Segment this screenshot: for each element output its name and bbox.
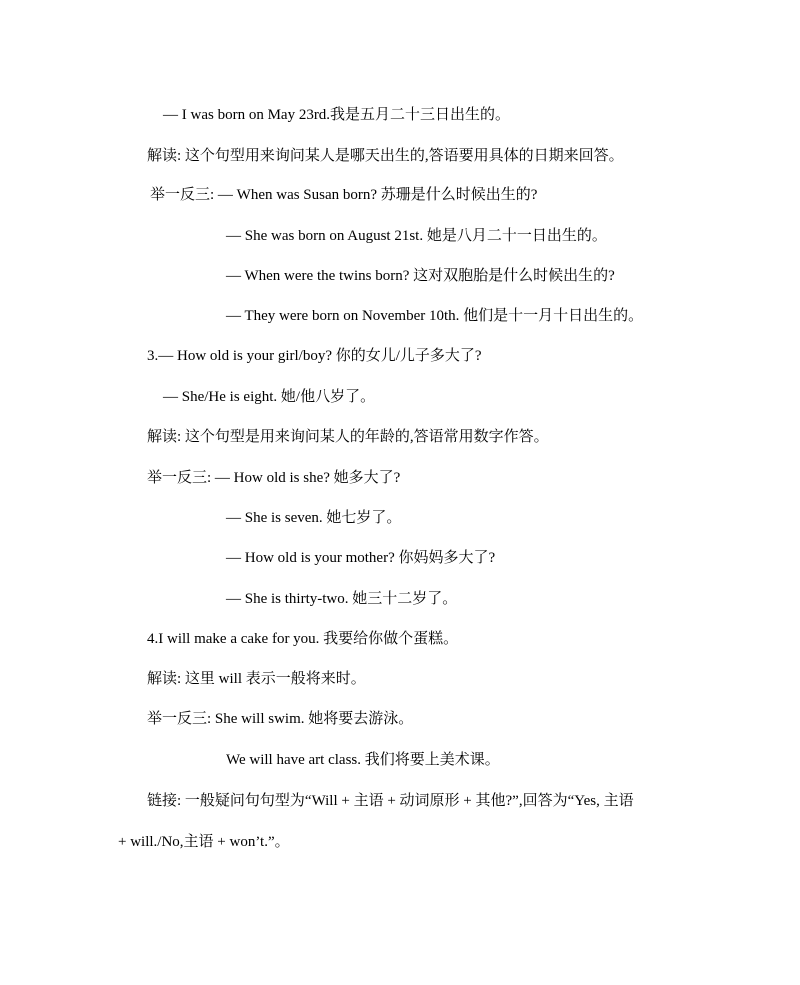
example-answer-line: — I was born on May 23rd.我是五月二十三日出生的。: [163, 107, 511, 123]
explanation-line: 解读: 这个句型用来询问某人是哪天出生的,答语要用具体的日期来回答。: [147, 148, 624, 164]
practice-answer-line: — They were born on November 10th. 他们是十一月十日出生的。: [226, 308, 644, 324]
practice-line: 举一反三: — How old is she? 她多大了?: [147, 470, 401, 486]
explanation-line: 解读: 这里 will 表示一般将来时。: [147, 671, 366, 687]
example-answer-line: — She/He is eight. 她/他八岁了。: [163, 389, 376, 405]
sentence-pattern-4: 4.I will make a cake for you. 我要给你做个蛋糕。: [147, 631, 459, 647]
explanation-line: 解读: 这个句型是用来询问某人的年龄的,答语常用数字作答。: [147, 429, 549, 445]
practice-line: 举一反三: She will swim. 她将要去游泳。: [147, 711, 414, 727]
link-note-continuation-line: + will./No,主语 + won’t.”。: [118, 834, 290, 850]
link-note-line: 链接: 一般疑问句句型为“Will + 主语 + 动词原形 + 其他?”,回答为“Yes, 主语: [147, 793, 634, 809]
sentence-pattern-3: 3.— How old is your girl/boy? 你的女儿/儿子多大了?: [147, 348, 482, 364]
practice-answer-line: — She is seven. 她七岁了。: [226, 510, 402, 526]
practice-line: 举一反三: — When was Susan born? 苏珊是什么时候出生的?: [150, 187, 538, 203]
practice-question-line: — How old is your mother? 你妈妈多大了?: [226, 550, 496, 566]
practice-example-line: We will have art class. 我们将要上美术课。: [226, 752, 500, 768]
practice-answer-line: — She is thirty-two. 她三十二岁了。: [226, 591, 458, 607]
practice-answer-line: — She was born on August 21st. 她是八月二十一日出生的。: [226, 228, 607, 244]
practice-question-line: — When were the twins born? 这对双胞胎是什么时候出生的?: [226, 268, 615, 284]
